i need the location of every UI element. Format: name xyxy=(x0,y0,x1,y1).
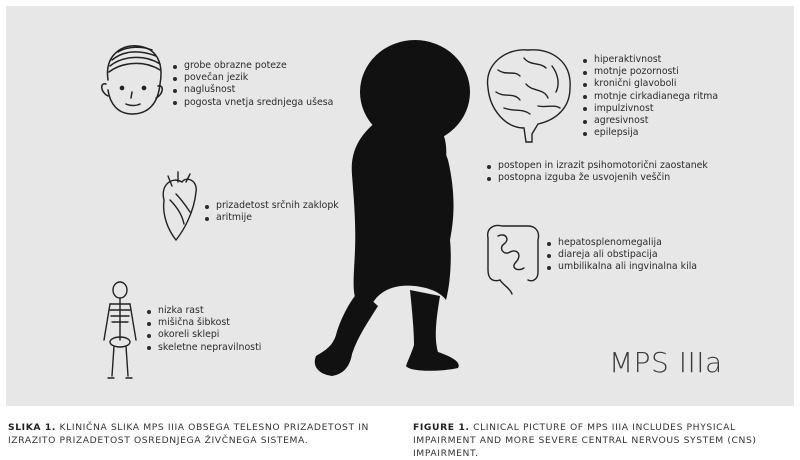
head-symptom: povečan jezik xyxy=(172,72,333,84)
skeleton-symptom: mišična šibkost xyxy=(146,317,261,329)
caption-english-text: CLINICAL PICTURE OF MPS IIIA INCLUDES PHYSICAL IMPAIRMENT AND MORE SEVERE CENTRAL NERVOUS SYSTEM (CNS) IMPAIRMENT. xyxy=(413,422,757,459)
caption-slovenian-text: KLINIČNA SLIKA MPS IIIA OBSEGA TELESNO PRIZADETOST IN IZRAZITO PRIZADETOST OSREDNJEGA ŽIVČNEGA SISTEMA. xyxy=(8,422,369,446)
heart-symptom: aritmije xyxy=(204,212,339,224)
gut-symptom: hepatosplenomegalija xyxy=(546,237,697,249)
heart-symptom: prizadetost srčnih zaklopk xyxy=(204,200,339,212)
head-icon xyxy=(102,46,163,114)
brain-symptom: impulzivnost xyxy=(582,103,718,115)
brain-symptom: kronični glavoboli xyxy=(582,78,718,90)
caption-slovenian xyxy=(8,421,388,447)
skeleton-symptom: nizka rast xyxy=(146,305,261,317)
development-symptoms-list xyxy=(486,160,708,184)
skeleton-symptoms-list xyxy=(146,305,261,354)
heart-icon xyxy=(163,172,196,240)
brain-symptom: motnje pozornosti xyxy=(582,66,718,78)
mps-label: MPS IIIa xyxy=(609,346,723,379)
development-symptom: postopen in izrazit psihomotorični zaostanek xyxy=(486,160,708,172)
head-symptom: pogosta vnetja srednjega ušesa xyxy=(172,97,333,109)
skeleton-icon xyxy=(104,282,136,378)
heart-symptoms-list xyxy=(204,200,339,224)
intestines-icon xyxy=(488,226,539,295)
brain-symptom: epilepsija xyxy=(582,127,718,139)
caption-english xyxy=(413,421,798,460)
head-symptom: naglušnost xyxy=(172,84,333,96)
brain-symptom: hiperaktivnost xyxy=(582,54,718,66)
gut-symptom: umbilikalna ali ingvinalna kila xyxy=(546,261,697,273)
brain-symptom: agresivnost xyxy=(582,115,718,127)
development-symptom: postopna izguba že usvojenih veščin xyxy=(486,172,708,184)
gut-symptom: diareja ali obstipacija xyxy=(546,249,697,261)
gut-symptoms-list xyxy=(546,237,697,274)
skeleton-symptom: okoreli sklepi xyxy=(146,329,261,341)
caption-slovenian-label: SLIKA 1. xyxy=(8,422,57,433)
head-symptoms-list xyxy=(172,60,333,109)
head-symptom: grobe obrazne poteze xyxy=(172,60,333,72)
brain-icon xyxy=(488,50,571,142)
brain-symptom: motnje cirkadianega ritma xyxy=(582,91,718,103)
skeleton-symptom: skeletne nepravilnosti xyxy=(146,342,261,354)
caption-english-label: FIGURE 1. xyxy=(413,422,470,433)
brain-symptoms-list xyxy=(582,54,718,139)
